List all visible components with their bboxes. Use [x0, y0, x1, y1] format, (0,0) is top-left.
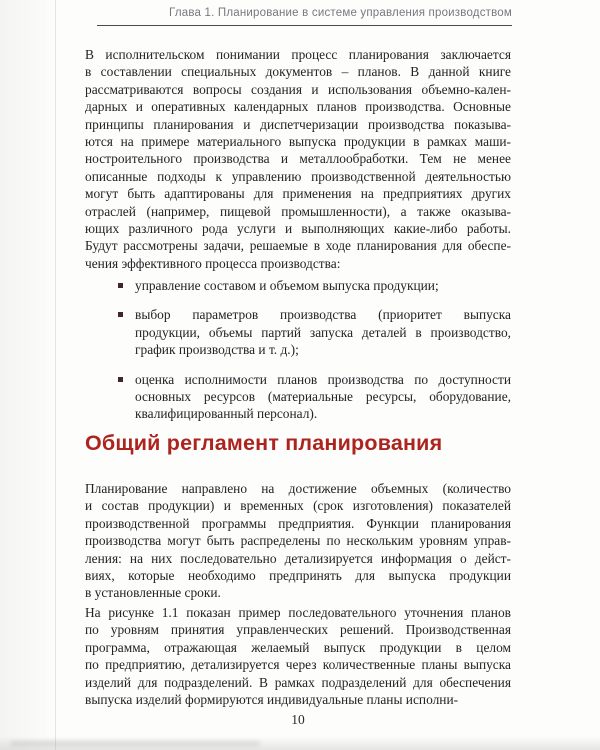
text-line: чения эффективного процесса производства: — [85, 255, 341, 271]
page-number: 10 — [291, 712, 305, 727]
text-line: В исполнительском понимании процесс планирования заключается — [85, 47, 511, 62]
text-line: виях, которые необходимо предпринять для выпуска продукции — [85, 568, 511, 584]
section-heading: Общий регламент планирования — [85, 431, 443, 455]
text-line: отраслей (например, пищевой промышленности), а также оказыва- — [85, 203, 511, 219]
text-line: ления: на них последовательно детализируется информация о дейст- — [85, 550, 511, 566]
text-line: Планирование направлено на достижение объемных (количество — [85, 481, 511, 496]
text-line: продукции, объемы партий запуска деталей в производство, — [135, 324, 511, 340]
page-left-edge — [0, 0, 56, 750]
body-paragraph — [85, 480, 511, 602]
text-line: основных ресурсов (материальные ресурсы, оборудование, — [135, 389, 511, 405]
text-line: принципы планирования и диспетчеризации производства показыва- — [85, 116, 511, 132]
text-line: производственной программы предприятия. Функции планирования — [85, 515, 511, 531]
bullet-text — [135, 371, 511, 423]
text-line: производства могут быть распределены по нескольким уровням управ- — [85, 533, 511, 549]
text-line: изделий для подразделений. В рамках подразделений для обеспечения — [85, 674, 511, 690]
text-line: оценка исполнимости планов производства по доступности — [135, 371, 511, 387]
text-line: выпуска изделий формируются индивидуальные планы исполни- — [85, 692, 459, 708]
text-line: в установленные сроки. — [85, 585, 221, 601]
text-line: ются на примере материального выпуска продукции в рамках маши- — [85, 134, 511, 150]
text-line: выбор параметров производства (приоритет выпуска — [135, 307, 511, 323]
text-line: дарных и оперативных календарных планов производства. Основные — [85, 99, 511, 115]
scan-smudge — [10, 741, 260, 746]
text-line: по предприятию, детализируется через количественные планы выпуска — [85, 657, 511, 673]
bullet-text — [135, 277, 511, 294]
text-line: описанные подходы к управлению производственной деятельностью — [85, 168, 511, 184]
running-header: Глава 1. Планирование в системе управления производством — [97, 7, 512, 26]
text-line: управление составом и объемом выпуска продукции; — [135, 278, 439, 293]
bullet-item — [85, 277, 511, 294]
bullet-text — [135, 306, 511, 358]
text-line: ющих различного рода услуги и выполняющих какие-либо работы. — [85, 221, 511, 237]
bullet-list — [85, 277, 511, 435]
text-line: программа, отражающая желаемый выпуск продукции в целом — [85, 639, 511, 655]
square-bullet-icon — [118, 283, 123, 288]
square-bullet-icon — [118, 312, 123, 317]
text-line: Будут рассмотрены задачи, решаемые в ходе планирования для обеспе- — [85, 238, 511, 254]
text-line: На рисунке 1.1 показан пример последовательного уточнения планов — [85, 605, 511, 620]
text-line: квалифицированный персонал). — [135, 406, 318, 422]
text-line: рассматриваются вопросы создания и использования объемно-кален- — [85, 81, 511, 97]
text-line: и состав продукции) и временных (срок изготовления) показателей — [85, 498, 511, 514]
text-line: по уровням принятия управленческих решений. Производственная — [85, 622, 511, 638]
text-line: в составлении специальных документов – планов. В данной книге — [85, 64, 511, 80]
bullet-item — [85, 371, 511, 423]
body-paragraph — [85, 604, 511, 708]
bullet-item — [85, 306, 511, 358]
intro-paragraph — [85, 46, 511, 272]
text-line: могут быть адаптированы для применения на предприятиях других — [85, 186, 511, 202]
square-bullet-icon — [118, 377, 123, 382]
text-line: ностроительного производства и металлообработки. Тем не менее — [85, 151, 511, 167]
text-line: график производства и т. д.); — [135, 342, 299, 358]
